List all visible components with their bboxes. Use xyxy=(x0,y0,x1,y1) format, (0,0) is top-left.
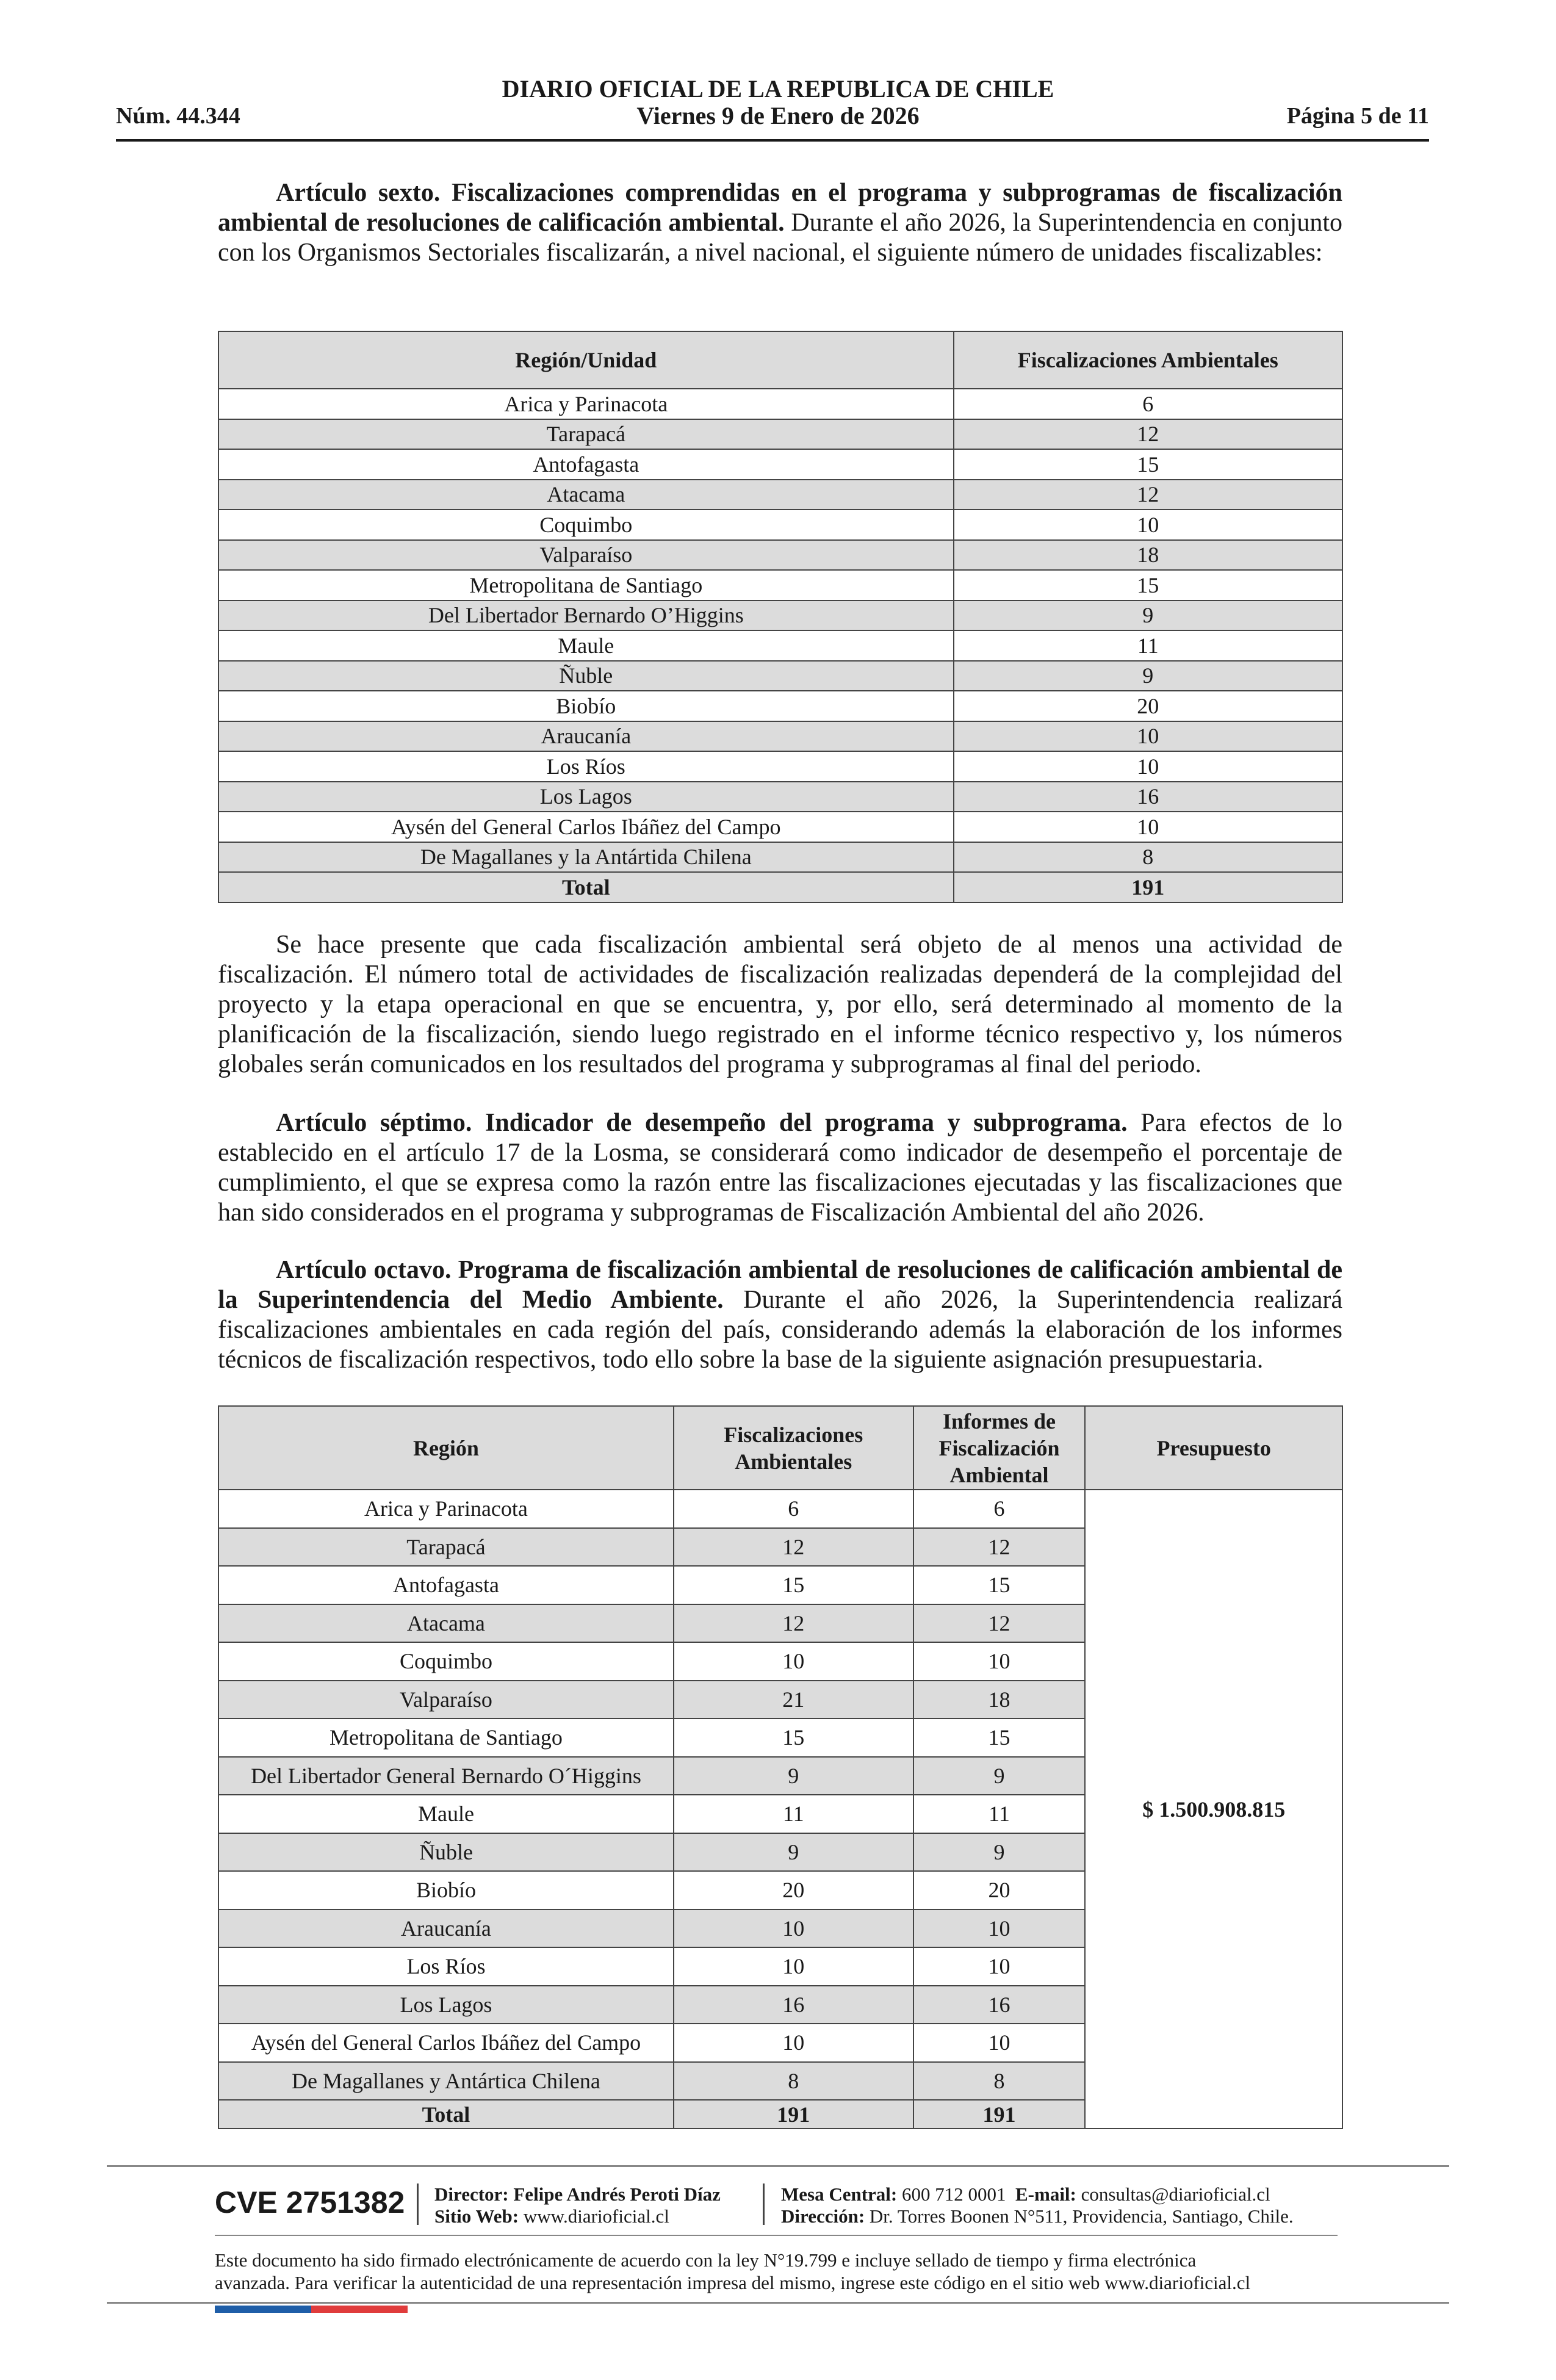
total-value: 191 xyxy=(954,872,1342,903)
article6-text: Durante el año 2026, la Superintendencia en conjunto con los Organismos Sectoriales fiscalizarán, a nivel nacional, el siguiente número de unidades fiscalizables: xyxy=(218,209,1342,267)
table-row xyxy=(218,540,1342,571)
total-informes: 191 xyxy=(913,2100,1086,2129)
fiscalizaciones-cell: 15 xyxy=(954,570,1342,600)
article6-heading: Artículo sexto. Fiscalizaciones comprendidas en el programa y subprogramas de fiscalización ambiental de resoluciones de calificación ambiental. xyxy=(218,179,1342,237)
region-cell: Biobío xyxy=(218,1871,674,1909)
phone-value: 600 712 0001 xyxy=(902,2183,1006,2205)
region-cell: Los Lagos xyxy=(218,1986,674,2024)
fiscalizaciones-cell: 15 xyxy=(954,449,1342,480)
table-fiscalizaciones-region xyxy=(218,331,1343,903)
informes-cell: 18 xyxy=(913,1681,1086,1719)
fiscalizaciones-cell: 15 xyxy=(674,1718,913,1757)
fiscalizaciones-cell: 15 xyxy=(674,1566,913,1604)
table-row xyxy=(218,721,1342,752)
article8-heading: Artículo octavo. Programa de fiscalización ambiental de resoluciones de calificación ambiental de la Superintendencia del Medio Ambiente. xyxy=(218,1256,1342,1314)
fiscalizaciones-cell: 10 xyxy=(674,1642,913,1681)
region-cell: Los Lagos xyxy=(218,782,954,812)
fiscalizaciones-cell: 9 xyxy=(674,1833,913,1872)
newspaper-date: Viernes 9 de Enero de 2026 xyxy=(636,102,920,129)
newspaper-title-line1: DIARIO OFICIAL DE LA REPUBLICA DE CHILE xyxy=(502,75,1054,103)
informes-cell: 10 xyxy=(913,2024,1086,2062)
email-label: E-mail: xyxy=(1015,2183,1076,2205)
table-row xyxy=(218,600,1342,631)
fiscalizaciones-cell: 11 xyxy=(954,630,1342,661)
fiscalizaciones-cell: 12 xyxy=(674,1528,913,1567)
table-row xyxy=(218,510,1342,540)
table1-header-region: Región/Unidad xyxy=(218,331,954,389)
budget-amount: $ 1.500.908.815 xyxy=(1085,1490,1342,2129)
fiscalizaciones-cell: 11 xyxy=(674,1795,913,1833)
region-cell: Atacama xyxy=(218,1604,674,1643)
fiscalizaciones-cell: 16 xyxy=(674,1986,913,2024)
region-cell: Tarapacá xyxy=(218,1528,674,1567)
footer-contact-block xyxy=(781,2183,1294,2227)
informes-cell: 9 xyxy=(913,1833,1086,1872)
informes-cell: 20 xyxy=(913,1871,1086,1909)
region-cell: Metropolitana de Santiago xyxy=(218,570,954,600)
informes-cell: 16 xyxy=(913,1986,1086,2024)
region-cell: Atacama xyxy=(218,480,954,510)
region-cell: Arica y Parinacota xyxy=(218,389,954,419)
table-row xyxy=(218,389,1342,419)
fiscalizaciones-cell: 20 xyxy=(674,1871,913,1909)
fiscalizaciones-cell: 12 xyxy=(954,480,1342,510)
region-cell: De Magallanes y Antártica Chilena xyxy=(218,2062,674,2101)
director-name: Felipe Andrés Peroti Díaz xyxy=(513,2183,721,2205)
table-row xyxy=(218,691,1342,721)
table-row xyxy=(218,812,1342,842)
table2-header-fiscalizaciones: Fiscalizaciones Ambientales xyxy=(674,1406,913,1490)
article7-text: Para efectos de lo establecido en el artículo 17 de la Losma, se considerará como indicador de desempeño el porcentaje de cumplimiento, el que se expresa como la razón entre las fiscalizaciones ejecutadas y las fiscalizaciones que han sido considerados en el programa y subprogramas de Fiscalización Ambiental del año 2026. xyxy=(218,1109,1342,1227)
table2-header-presupuesto: Presupuesto xyxy=(1085,1406,1342,1490)
footer-divider-top xyxy=(107,2165,1449,2167)
issue-number: Núm. 44.344 xyxy=(116,103,240,129)
cve-code: CVE 2751382 xyxy=(215,2185,405,2220)
fiscalizaciones-cell: 12 xyxy=(674,1604,913,1643)
fiscalizaciones-cell: 9 xyxy=(954,600,1342,631)
informes-cell: 15 xyxy=(913,1566,1086,1604)
region-cell: Valparaíso xyxy=(218,540,954,571)
phone-label: Mesa Central: xyxy=(781,2183,898,2205)
region-cell: Metropolitana de Santiago xyxy=(218,1718,674,1757)
email-link[interactable]: consultas@diarioficial.cl xyxy=(1081,2183,1270,2205)
note-text: Se hace presente que cada fiscalización ambiental será objeto de al menos una actividad de fiscalización. El número total de actividades de fiscalización realizadas dependerá de la complejidad del proyecto y la etapa operacional en que se encuentra, y, por ello, será determinado al momento de la planificación de la fiscalización, siendo luego registrado en el informe técnico respectivo y, los números globales serán comunicados en los resultados del programa y subprogramas al final del periodo. xyxy=(218,931,1342,1078)
fiscalizaciones-cell: 9 xyxy=(674,1757,913,1795)
informes-cell: 6 xyxy=(913,1490,1086,1528)
article8-paragraph xyxy=(218,1255,1342,1375)
fiscalizaciones-cell: 10 xyxy=(954,510,1342,540)
address-value: Dr. Torres Boonen N°511, Providencia, Santiago, Chile. xyxy=(869,2205,1294,2227)
region-cell: Del Libertador Bernardo O’Higgins xyxy=(218,600,954,631)
table-row xyxy=(218,570,1342,600)
fiscalizaciones-cell: 6 xyxy=(674,1490,913,1528)
region-cell: Ñuble xyxy=(218,661,954,691)
region-cell: Maule xyxy=(218,1795,674,1833)
region-cell: Aysén del General Carlos Ibáñez del Campo xyxy=(218,2024,674,2062)
table-row xyxy=(218,782,1342,812)
site-link[interactable]: www.diarioficial.cl xyxy=(523,2205,669,2227)
table-row xyxy=(218,661,1342,691)
table2-header-informes: Informes de Fiscalización Ambiental xyxy=(913,1406,1086,1490)
informes-cell: 10 xyxy=(913,1909,1086,1948)
fiscalizaciones-cell: 10 xyxy=(674,2024,913,2062)
total-label: Total xyxy=(218,2100,674,2129)
informes-cell: 10 xyxy=(913,1947,1086,1986)
region-cell: Valparaíso xyxy=(218,1681,674,1719)
total-row xyxy=(218,872,1342,903)
fiscalizaciones-cell: 12 xyxy=(954,419,1342,450)
fiscalizaciones-cell: 10 xyxy=(954,812,1342,842)
table-row xyxy=(218,1490,1342,1528)
informes-cell: 9 xyxy=(913,1757,1086,1795)
footer-director-block xyxy=(434,2183,721,2227)
informes-cell: 12 xyxy=(913,1528,1086,1567)
fiscalizaciones-cell: 10 xyxy=(674,1947,913,1986)
region-cell: Coquimbo xyxy=(218,1642,674,1681)
region-cell: Maule xyxy=(218,630,954,661)
article7-paragraph xyxy=(218,1108,1342,1228)
director-label: Director: xyxy=(434,2183,509,2205)
total-label: Total xyxy=(218,872,954,903)
table-row xyxy=(218,449,1342,480)
fiscalizaciones-cell: 10 xyxy=(954,751,1342,782)
footer-separator xyxy=(417,2183,419,2225)
table-row xyxy=(218,751,1342,782)
region-cell: Ñuble xyxy=(218,1833,674,1872)
informes-cell: 11 xyxy=(913,1795,1086,1833)
address-label: Dirección: xyxy=(781,2205,865,2227)
flag-bar-blue xyxy=(215,2306,311,2313)
page-number: Página 5 de 11 xyxy=(1286,103,1429,129)
fiscalizaciones-cell: 16 xyxy=(954,782,1342,812)
fiscalizaciones-cell: 10 xyxy=(954,721,1342,752)
informes-cell: 15 xyxy=(913,1718,1086,1757)
fiscalizaciones-cell: 8 xyxy=(674,2062,913,2101)
region-cell: Arica y Parinacota xyxy=(218,1490,674,1528)
region-cell: Del Libertador General Bernardo O´Higgins xyxy=(218,1757,674,1795)
note-paragraph xyxy=(218,930,1342,1080)
legal-notice-line2: avanzada. Para verificar la autenticidad de una representación impresa del mismo, ingrese este código en el sitio web www.diarioficial.cl xyxy=(215,2272,1251,2293)
informes-cell: 8 xyxy=(913,2062,1086,2101)
table-row xyxy=(218,480,1342,510)
footer-divider-bottom xyxy=(107,2302,1449,2304)
fiscalizaciones-cell: 10 xyxy=(674,1909,913,1948)
fiscalizaciones-cell: 8 xyxy=(954,842,1342,873)
table-presupuesto-region xyxy=(218,1405,1343,2129)
footer-separator xyxy=(763,2183,765,2225)
table-row xyxy=(218,630,1342,661)
region-cell: Los Ríos xyxy=(218,751,954,782)
total-fiscalizaciones: 191 xyxy=(674,2100,913,2129)
legal-notice xyxy=(215,2249,1374,2294)
informes-cell: 10 xyxy=(913,1642,1086,1681)
region-cell: Araucanía xyxy=(218,1909,674,1948)
legal-notice-line1: Este documento ha sido firmado electrónicamente de acuerdo con la ley N°19.799 e incluye sellado de tiempo y firma electrónica xyxy=(215,2249,1197,2271)
region-cell: Araucanía xyxy=(218,721,954,752)
informes-cell: 12 xyxy=(913,1604,1086,1643)
region-cell: Aysén del General Carlos Ibáñez del Campo xyxy=(218,812,954,842)
region-cell: Tarapacá xyxy=(218,419,954,450)
table2-header-region: Región xyxy=(218,1406,674,1490)
site-label: Sitio Web: xyxy=(434,2205,519,2227)
fiscalizaciones-cell: 9 xyxy=(954,661,1342,691)
fiscalizaciones-cell: 21 xyxy=(674,1681,913,1719)
footer-divider-middle xyxy=(215,2235,1338,2236)
region-cell: Los Ríos xyxy=(218,1947,674,1986)
region-cell: Antofagasta xyxy=(218,1566,674,1604)
fiscalizaciones-cell: 18 xyxy=(954,540,1342,571)
fiscalizaciones-cell: 6 xyxy=(954,389,1342,419)
region-cell: Biobío xyxy=(218,691,954,721)
flag-bar-red xyxy=(311,2306,408,2313)
article6-paragraph xyxy=(218,178,1342,268)
region-cell: De Magallanes y la Antártida Chilena xyxy=(218,842,954,873)
article8-text: Durante el año 2026, la Superintendencia realizará fiscalizaciones ambientales en cada región del país, considerando además la elaboración de los informes técnicos de fiscalización respectivos, todo ello sobre la base de la siguiente asignación presupuestaria. xyxy=(218,1286,1342,1374)
fiscalizaciones-cell: 20 xyxy=(954,691,1342,721)
table-row xyxy=(218,842,1342,873)
table-row xyxy=(218,419,1342,450)
region-cell: Coquimbo xyxy=(218,510,954,540)
header-divider xyxy=(116,139,1429,142)
table1-header-fiscalizaciones: Fiscalizaciones Ambientales xyxy=(954,331,1342,389)
article7-heading: Artículo séptimo. Indicador de desempeño del programa y subprograma. xyxy=(276,1109,1128,1137)
region-cell: Antofagasta xyxy=(218,449,954,480)
